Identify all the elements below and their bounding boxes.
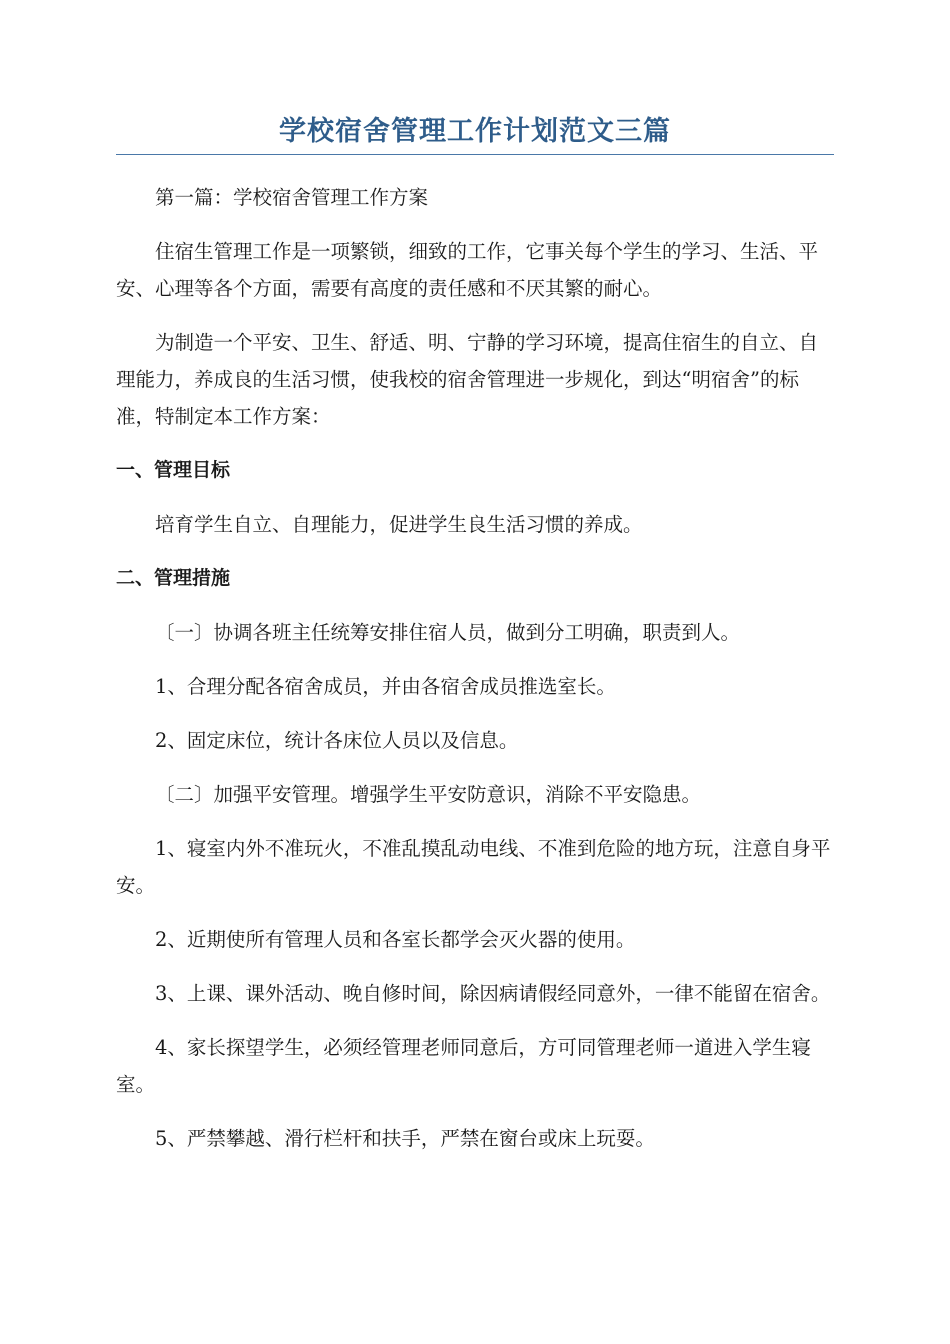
measure-item: 4、家长探望学生，必须经管理老师同意后，方可同管理老师一道进入学生寝室。	[116, 1036, 811, 1096]
measure-item: 2、固定床位，统计各床位人员以及信息。	[155, 729, 519, 752]
section-heading-measures: 二、管理措施	[116, 567, 231, 589]
intro-paragraph-2: 为制造一个平安、卫生、舒适、明、宁静的学习环境，提高住宿生的自立、自理能力，养成良的生活习惯，使我校的宿舍管理进一步规化，到达“明宿舍”的标准，特制定本工作方案：	[116, 331, 819, 428]
measure-item: 3、上课、课外活动、晚自修时间，除因病请假经同意外，一律不能留在宿舍。	[155, 982, 831, 1005]
title-underline	[116, 154, 834, 155]
measure-item: 5、严禁攀越、滑行栏杆和扶手，严禁在窗台或床上玩耍。	[155, 1127, 655, 1150]
measure-item: 2、近期使所有管理人员和各室长都学会灭火器的使用。	[155, 928, 636, 951]
intro-paragraph-1: 住宿生管理工作是一项繁锁，细致的工作，它事关每个学生的学习、生活、平安、心理等各个方面，需要有高度的责任感和不厌其繁的耐心。	[116, 240, 819, 300]
document-page	[116, 110, 834, 1157]
section-goals-text: 培育学生自立、自理能力，促进学生良生活习惯的养成。	[155, 513, 643, 536]
measure-item: 〔二〕加强平安管理。增强学生平安防意识，消除不平安隐患。	[155, 783, 702, 806]
measure-item: 1、寝室内外不准玩火，不准乱摸乱动电线、不准到危险的地方玩，注意自身平安。	[116, 837, 831, 897]
document-title: 学校宿舍管理工作计划范文三篇	[279, 116, 671, 147]
subtitle: 第一篇：学校宿舍管理工作方案	[155, 186, 429, 209]
measure-item: 〔一〕协调各班主任统筹安排住宿人员，做到分工明确，职责到人。	[155, 621, 741, 644]
measure-item: 1、合理分配各宿舍成员，并由各宿舍成员推选室长。	[155, 675, 616, 698]
section-heading-goals: 一、管理目标	[116, 459, 231, 481]
